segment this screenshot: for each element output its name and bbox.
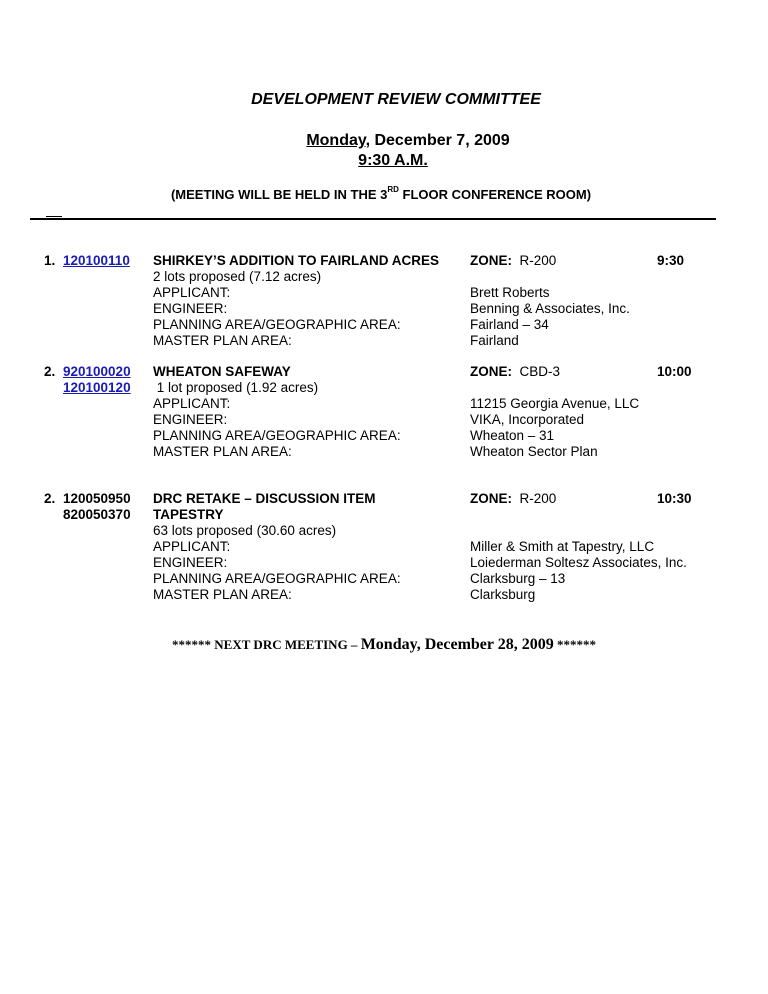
header-divider [30,218,716,220]
label-master-plan: MASTER PLAN AREA: [153,444,292,459]
item-title: WHEATON SAFEWAY [153,364,291,379]
label-applicant: APPLICANT: [153,396,231,411]
value-planning-area: Fairland – 34 [470,317,549,332]
item-time: 10:00 [657,364,692,379]
label-engineer: ENGINEER: [153,412,228,427]
zone-value: R-200 [519,253,557,268]
next-meeting-date: Monday, December 28, 2009 [360,636,554,653]
case-numbers [63,253,130,269]
item-subtitle: TAPESTRY [153,507,224,522]
zone-label: ZONE: [470,491,512,506]
meeting-location [0,187,762,202]
value-master-plan: Clarksburg [470,587,536,602]
item-number: 2. [44,364,56,379]
zone-label: ZONE: [470,364,512,379]
case-number-120050950: 120050950 [63,491,131,506]
case-number-820050370: 820050370 [63,507,131,522]
value-applicant: 11215 Georgia Avenue, LLC [470,396,640,411]
item-description [153,364,463,460]
item-title: SHIRKEY’S ADDITION TO FAIRLAND ACRES [153,253,440,268]
label-engineer: ENGINEER: [153,301,228,316]
item-number: 2. [44,491,56,506]
item-time: 9:30 [657,253,685,268]
item-number: 1. [44,253,56,268]
case-numbers [63,491,131,523]
item-lots: 2 lots proposed (7.12 acres) [153,269,322,284]
value-engineer: Benning & Associates, Inc. [470,301,630,316]
case-numbers [63,364,131,396]
value-applicant: Brett Roberts [470,285,550,300]
value-master-plan: Wheaton Sector Plan [470,444,598,459]
item-lots: 63 lots proposed (30.60 acres) [153,523,337,538]
label-planning-area: PLANNING AREA/GEOGRAPHIC AREA: [153,317,401,332]
label-planning-area: PLANNING AREA/GEOGRAPHIC AREA: [153,428,401,443]
location-sup: RD [387,185,399,194]
case-link-920100020[interactable]: 920100020 [63,364,131,379]
item-zone-block [470,364,650,460]
meeting-date [0,132,768,150]
short-divider [46,216,62,217]
case-link-120100120[interactable]: 120100120 [63,380,131,395]
label-master-plan: MASTER PLAN AREA: [153,333,292,348]
next-meeting-suffix: ****** [553,637,596,652]
next-meeting-prefix: ****** NEXT DRC MEETING – [172,637,361,652]
label-applicant: APPLICANT: [153,539,231,554]
meeting-day: Monday [306,132,366,149]
label-applicant: APPLICANT: [153,285,231,300]
zone-value: R-200 [519,491,557,506]
item-lots: 1 lot proposed (1.92 acres) [153,380,319,395]
value-engineer: Loiederman Soltesz Associates, Inc. [470,555,687,570]
meeting-time: 9:30 A.M. [358,152,428,169]
value-applicant: Miller & Smith at Tapestry, LLC [470,539,655,554]
item-zone-block [470,253,650,349]
item-title: DRC RETAKE – DISCUSSION ITEM [153,491,376,506]
document-title: DEVELOPMENT REVIEW COMMITTEE [251,91,541,108]
location-pre: (MEETING WILL BE HELD IN THE 3 [170,187,388,202]
zone-label: ZONE: [470,253,512,268]
item-time: 10:30 [657,491,692,506]
meeting-date-rest: , December 7, 2009 [365,132,510,149]
value-planning-area: Clarksburg – 13 [470,571,566,586]
location-post: FLOOR CONFERENCE ROOM) [398,187,592,202]
zone-value: CBD-3 [519,364,561,379]
label-planning-area: PLANNING AREA/GEOGRAPHIC AREA: [153,571,401,586]
item-description [153,253,463,349]
label-engineer: ENGINEER: [153,555,228,570]
value-planning-area: Wheaton – 31 [470,428,555,443]
case-link-120100110[interactable]: 120100110 [63,253,130,268]
item-description [153,491,463,603]
next-meeting-notice [0,636,768,654]
value-master-plan: Fairland [470,333,519,348]
value-engineer: VIKA, Incorporated [470,412,585,427]
label-master-plan: MASTER PLAN AREA: [153,587,292,602]
